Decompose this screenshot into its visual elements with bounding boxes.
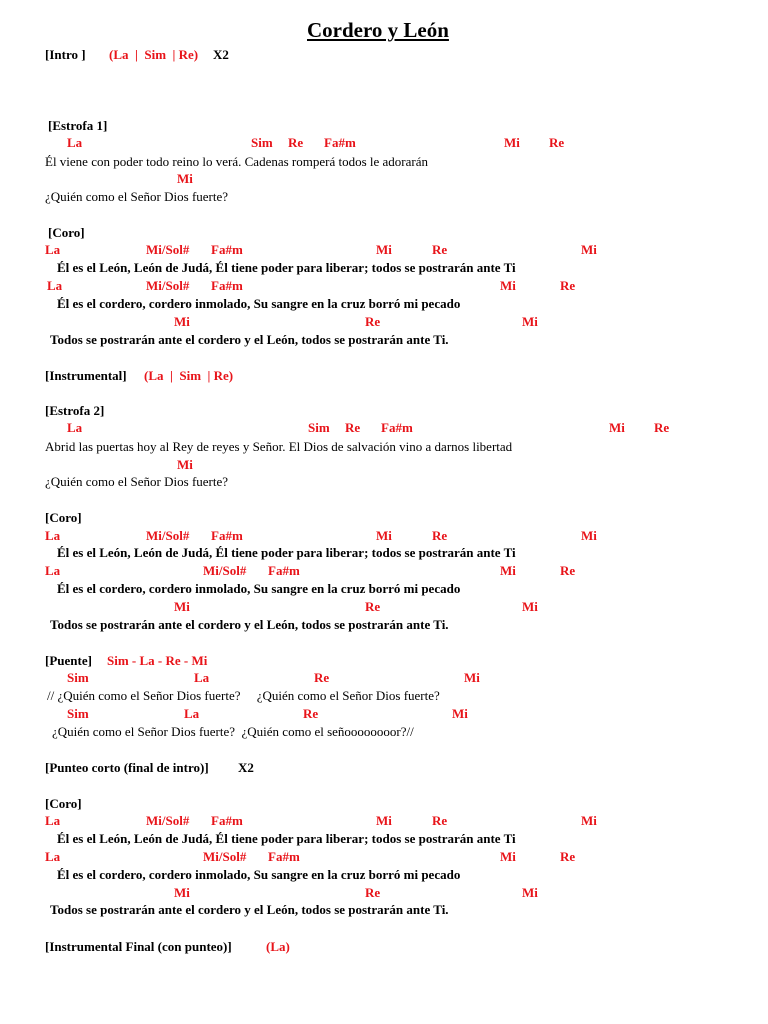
chord: Fa#m bbox=[211, 278, 243, 293]
chord: Mi bbox=[504, 135, 520, 150]
chord: Re bbox=[432, 528, 448, 543]
chord: Mi bbox=[609, 420, 625, 435]
chord: Sim bbox=[67, 706, 89, 721]
intro-repeat: X2 bbox=[213, 47, 229, 62]
chord: Mi bbox=[376, 242, 392, 257]
chord: Re bbox=[314, 670, 330, 685]
lyric-line: Él viene con poder todo reino lo verá. Cadenas romperá todos le adorarán bbox=[45, 154, 428, 169]
lyric-line: ¿Quién como el Señor Dios fuerte? ¿Quién como el señoooooooor?// bbox=[52, 724, 414, 739]
chord: Re bbox=[365, 885, 381, 900]
chord: Mi bbox=[500, 278, 516, 293]
chord: Mi bbox=[177, 457, 193, 472]
punteo-label: [Punteo corto (final de intro)] bbox=[45, 760, 209, 775]
estrofa2-label: [Estrofa 2] bbox=[45, 403, 105, 418]
chord: La bbox=[45, 813, 61, 828]
chord: La bbox=[194, 670, 210, 685]
lyric-line: Él es el cordero, cordero inmolado, Su sangre en la cruz borró mi pecado bbox=[57, 296, 461, 311]
chord: Mi bbox=[464, 670, 480, 685]
punteo-repeat: X2 bbox=[238, 760, 254, 775]
chord: Mi bbox=[522, 314, 538, 329]
lyric-line: Él es el León, León de Judá, Él tiene poder para liberar; todos se postrarán ante Ti bbox=[57, 831, 516, 846]
chord: Fa#m bbox=[268, 563, 300, 578]
chord: Re bbox=[560, 849, 576, 864]
chord: Fa#m bbox=[211, 813, 243, 828]
estrofa1-label: [Estrofa 1] bbox=[48, 118, 108, 133]
lyric-line: Él es el cordero, cordero inmolado, Su sangre en la cruz borró mi pecado bbox=[57, 581, 461, 596]
lyric-line: Todos se postrarán ante el cordero y el León, todos se postrarán ante Ti. bbox=[50, 617, 449, 632]
chord: Mi bbox=[376, 528, 392, 543]
lyric-line: Todos se postrarán ante el cordero y el León, todos se postrarán ante Ti. bbox=[50, 332, 449, 347]
lyric-line: Abrid las puertas hoy al Rey de reyes y Señor. El Dios de salvación vino a darnos libertad bbox=[45, 439, 513, 454]
chord: Fa#m bbox=[268, 849, 300, 864]
chord: Mi bbox=[500, 849, 516, 864]
chord: Mi/Sol# bbox=[203, 849, 247, 864]
chord: Re bbox=[432, 242, 448, 257]
lyric-line: Todos se postrarán ante el cordero y el León, todos se postrarán ante Ti. bbox=[50, 902, 449, 917]
chord: Fa#m bbox=[324, 135, 356, 150]
chord: Mi bbox=[376, 813, 392, 828]
chord: Re bbox=[560, 278, 576, 293]
chord: Mi bbox=[177, 171, 193, 186]
coro-label: [Coro] bbox=[45, 510, 82, 525]
lyric-line: // ¿Quién como el Señor Dios fuerte? ¿Quién como el Señor Dios fuerte? bbox=[47, 688, 440, 703]
puente-chords: Sim - La - Re - Mi bbox=[107, 653, 208, 668]
chord: Re bbox=[345, 420, 361, 435]
final-chords: (La) bbox=[266, 939, 290, 954]
chord: Mi bbox=[500, 563, 516, 578]
chord: Mi bbox=[174, 314, 190, 329]
lyric-line: ¿Quién como el Señor Dios fuerte? bbox=[45, 189, 229, 204]
intro-chords: (La | Sim | Re) bbox=[109, 47, 199, 62]
chord: Mi/Sol# bbox=[146, 242, 190, 257]
instrumental-label: [Instrumental] bbox=[45, 368, 127, 383]
final-label: [Instrumental Final (con punteo)] bbox=[45, 939, 232, 954]
chord: Re bbox=[432, 813, 448, 828]
chord: La bbox=[45, 528, 61, 543]
chord: La bbox=[45, 849, 61, 864]
chord: Re bbox=[365, 599, 381, 614]
chord: Mi bbox=[581, 528, 597, 543]
coro-label: [Coro] bbox=[45, 796, 82, 811]
chord: Mi/Sol# bbox=[146, 528, 190, 543]
chord: Fa#m bbox=[211, 242, 243, 257]
chord: La bbox=[47, 278, 63, 293]
chord: Mi/Sol# bbox=[146, 278, 190, 293]
chord: Re bbox=[560, 563, 576, 578]
chord: Re bbox=[549, 135, 565, 150]
chord: Re bbox=[654, 420, 670, 435]
chord: La bbox=[45, 242, 61, 257]
lyric-line: Él es el León, León de Judá, Él tiene poder para liberar; todos se postrarán ante Ti bbox=[57, 260, 516, 275]
intro-label: [Intro ] bbox=[45, 47, 86, 62]
chord: La bbox=[67, 135, 83, 150]
chord: Mi bbox=[174, 599, 190, 614]
lyric-line: Él es el cordero, cordero inmolado, Su sangre en la cruz borró mi pecado bbox=[57, 867, 461, 882]
chord: La bbox=[45, 563, 61, 578]
chord: Mi bbox=[581, 242, 597, 257]
chord: Mi bbox=[581, 813, 597, 828]
chord: Sim bbox=[67, 670, 89, 685]
chord: Mi bbox=[522, 599, 538, 614]
chord: Mi bbox=[174, 885, 190, 900]
coro-label: [Coro] bbox=[48, 225, 85, 240]
chord: Sim bbox=[251, 135, 273, 150]
song-title: Cordero y León bbox=[307, 18, 449, 42]
chord: Re bbox=[288, 135, 304, 150]
chord: Mi bbox=[452, 706, 468, 721]
chord: Re bbox=[365, 314, 381, 329]
chord: Sim bbox=[308, 420, 330, 435]
chord: Fa#m bbox=[211, 528, 243, 543]
chord: Fa#m bbox=[381, 420, 413, 435]
chord: La bbox=[67, 420, 83, 435]
chord: La bbox=[184, 706, 200, 721]
lyric-line: Él es el León, León de Judá, Él tiene poder para liberar; todos se postrarán ante Ti bbox=[57, 545, 516, 560]
instrumental-chords: (La | Sim | Re) bbox=[144, 368, 234, 383]
chord: Mi/Sol# bbox=[146, 813, 190, 828]
chord: Mi bbox=[522, 885, 538, 900]
chord: Mi/Sol# bbox=[203, 563, 247, 578]
puente-label: [Puente] bbox=[45, 653, 92, 668]
lyric-line: ¿Quién como el Señor Dios fuerte? bbox=[45, 474, 229, 489]
chord: Re bbox=[303, 706, 319, 721]
